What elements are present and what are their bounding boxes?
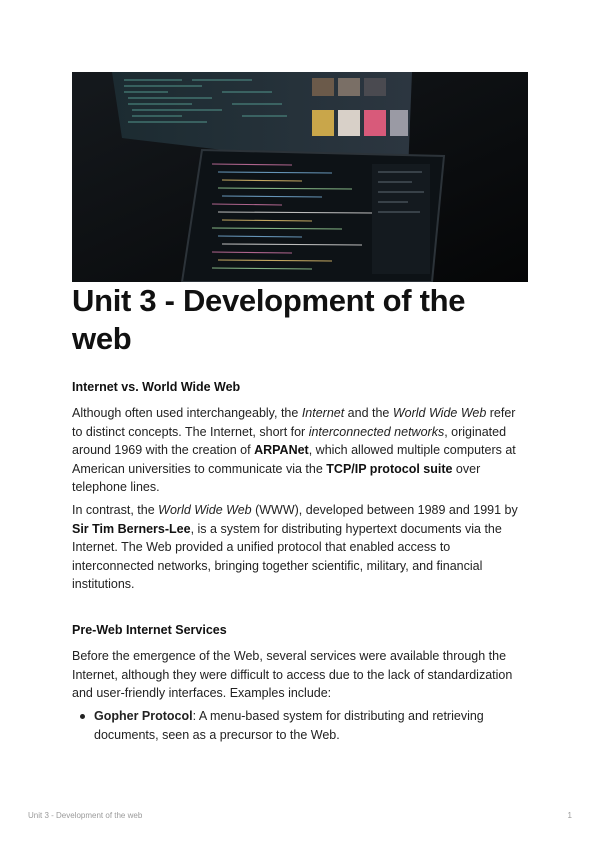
italic-text: interconnected networks	[308, 424, 445, 439]
bold-text: Gopher Protocol	[94, 709, 193, 723]
bold-text: Sir Tim Berners-Lee	[72, 521, 191, 536]
footer-document-title: Unit 3 - Development of the web	[28, 811, 143, 820]
text-run: In contrast, the	[72, 503, 159, 517]
text-run: , which allowed multiple computers at American universities to communicate via the	[72, 443, 516, 476]
text-run: Although often used interchangeably, the	[72, 406, 302, 420]
italic-text: World Wide Web	[392, 406, 487, 420]
text-run: , originated around 1969 with the creation of	[72, 424, 507, 457]
text-run: : A menu-based system for distributing and retrieving documents, seen as a precursor to the Web.	[94, 709, 484, 742]
paragraph	[72, 501, 528, 594]
hero-image	[72, 72, 528, 282]
text-run: and the	[344, 406, 393, 420]
footer-page-number: 1	[567, 811, 572, 820]
bullet-list	[72, 707, 528, 744]
italic-text: World Wide Web	[158, 503, 252, 517]
section-heading-pre-web-services: Pre-Web Internet Services	[72, 623, 227, 637]
text-run: , is a system for distributing hypertext documents via the Internet. The Web provided a unified protocol that enabled access to interconnected networks, bringing together scientific, military, and financial institutions.	[72, 521, 502, 591]
text-run: Before the emergence of the Web, several services were available through the Internet, although they were difficult to access due to the lack of standardization and user-friendly interfaces. Examples include:	[72, 649, 513, 700]
section-heading-internet-vs-web: Internet vs. World Wide Web	[72, 380, 241, 394]
italic-text: Internet	[301, 406, 345, 420]
page-title: Unit 3 - Development of the web	[72, 283, 466, 356]
paragraph	[72, 647, 528, 703]
bold-text: ARPANet	[254, 443, 309, 457]
paragraph	[72, 404, 528, 497]
list-item-text	[94, 709, 484, 742]
text-run: refer to distinct concepts. The Internet, short for	[72, 406, 516, 439]
text-run: (WWW), developed between 1989 and 1991 by	[251, 503, 518, 517]
text-run: over telephone lines.	[72, 461, 481, 494]
bullet-dot-icon	[80, 714, 85, 719]
bold-text: TCP/IP protocol suite	[326, 461, 453, 476]
list-item	[72, 707, 528, 744]
